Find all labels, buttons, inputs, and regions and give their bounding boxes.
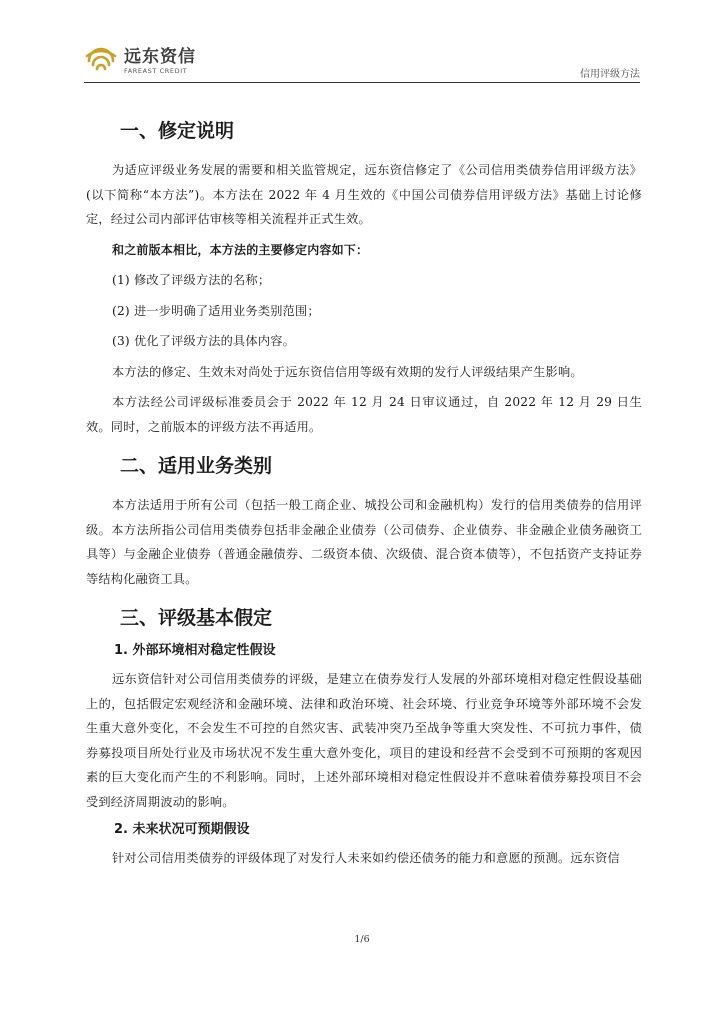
section-2-paragraph-1: 本方法适用于所有公司（包括一般工商企业、城投公司和金融机构）发行的信用类债券的信用评级。本方法所指公司信用类债券包括非金融企业债券（公司债券、企业债券、非金融企业债务融资工具等）与金融企业债券（普通金融债券、二级资本债、次级债、混合资本债等），不包括资产支持证券等结构化融资工具。 [86,498,642,586]
header-divider [84,82,640,83]
page-content [86,108,642,871]
section-1-paragraph-4: 本方法经公司评级标准委员会于 2022 年 12 月 24 日审议通过，自 2022 年 12 月 29 日生效。同时，之前版本的评级方法不再适用。 [86,395,642,434]
subsection-2-title: 2. 未来状况可预期假设 [114,822,250,837]
subsection-1-paragraph: 远东资信针对公司信用类债券的评级，是建立在债券发行人发展的外部环境相对稳定性假设基础上的，包括假定宏观经济和金融环境、法律和政治环境、社会环境、行业竞争环境等外部环境不会发生重大意外变化，不会发生不可控的自然灾害、武装冲突乃至战争等重大突发性、不可抗力事件，债券募投项目所处行业及市场状况不发生重大意外变化，项目的建设和经营不会受到不可预期的客观因素的巨大变化而产生的不利影响。同时，上述外部环境相对稳定性假设并不意味着债券募投项目不会受到经济周期波动的影响。 [86,672,642,809]
subsection-2-paragraph: 针对公司信用类债券的评级体现了对发行人未来如约偿还债务的能力和意愿的预测。远东资信 [112,851,620,865]
section-3-title: 三、评级基本假定 [120,607,273,629]
subsection-1-title: 1. 外部环境相对稳定性假设 [114,643,276,658]
section-1-paragraph-3: 本方法的修定、生效未对尚处于远东资信信用等级有效期的发行人评级结果产生影响。 [112,364,583,379]
section-1-paragraph-1: 为适应评级业务发展的需要和相关监管规定，远东资信修定了《公司信用类债券信用评级方法》(以下简称“本方法”)。本方法在 2022 年 4 月生效的《中国公司债券信用评级方法》基础上讨论修定，经过公司内部评估审核等相关流程并正式生效。 [86,163,642,226]
logo-chinese-name: 远东资信 [124,46,196,67]
section-1-title: 一、修定说明 [120,120,235,142]
revision-item-3: (3) 优化了评级方法的具体内容。 [112,334,295,348]
document-type-label: 信用评级方法 [580,69,640,80]
section-1-bold-intro: 和之前版本相比，本方法的主要修定内容如下： [112,242,369,257]
revision-item-1: (1) 修改了评级方法的名称； [112,273,271,287]
company-logo [84,44,196,78]
section-2-title: 二、适用业务类别 [120,455,273,477]
page-number: 1/6 [354,934,370,945]
logo-icon [84,44,118,78]
revision-item-2: (2) 进一步明确了适用业务类别范围； [112,303,320,318]
logo-english-name: FAREAST CREDIT [124,66,188,75]
